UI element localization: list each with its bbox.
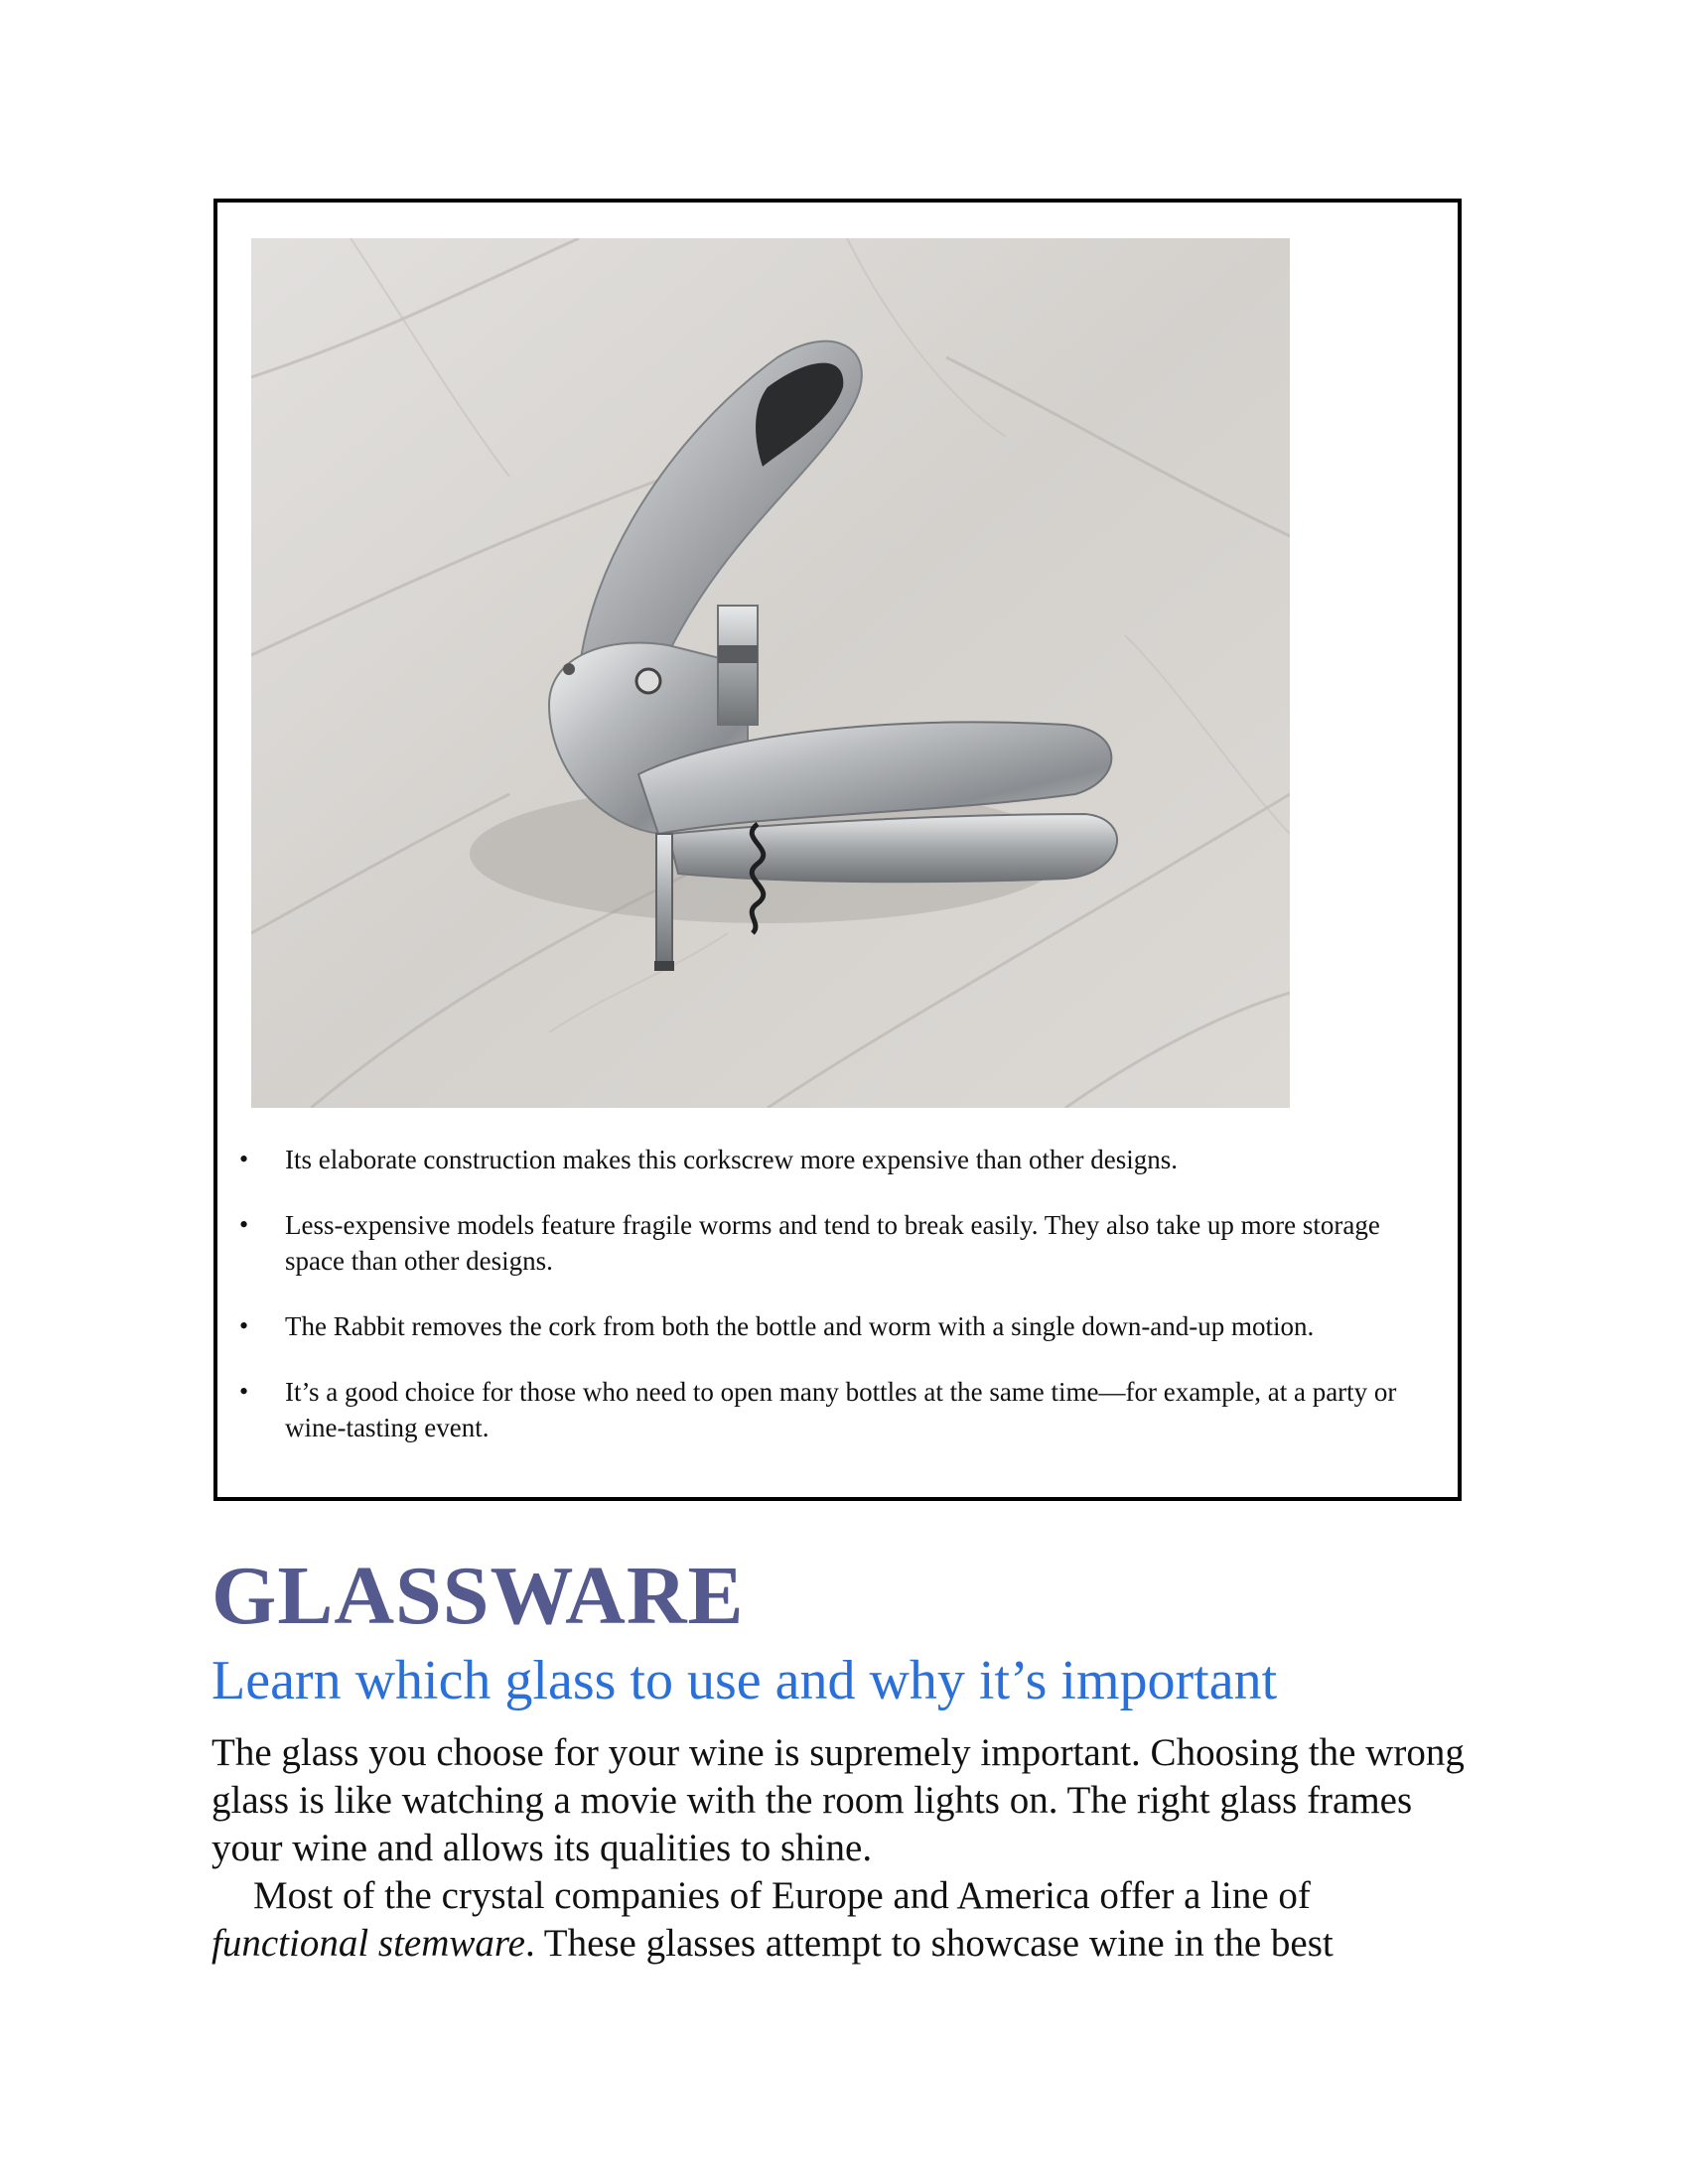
list-item [235, 1142, 1427, 1177]
list-item [235, 1207, 1427, 1279]
bullet-text: The Rabbit removes the cork from both the bottle and worm with a single down-and-up motion. [285, 1311, 1315, 1341]
list-item [235, 1308, 1427, 1344]
bullet-text: Its elaborate construction makes this corkscrew more expensive than other designs. [285, 1145, 1178, 1174]
bullet-icon: • [239, 1377, 249, 1406]
paragraph-text: . These glasses attempt to showcase wine in the best [524, 1922, 1334, 1965]
section-subtitle: Learn which glass to use and why it’s important [211, 1650, 1278, 1711]
section-title: GLASSWARE [211, 1550, 745, 1642]
bullet-text: It’s a good choice for those who need to open many bottles at the same time—for example, at a party or wine-tasting event. [285, 1377, 1397, 1442]
sidebar-box [213, 199, 1462, 1501]
corkscrew-image [251, 238, 1290, 1108]
bullet-icon: • [239, 1311, 249, 1340]
corkscrew-photo [251, 238, 1290, 1108]
paragraph-text: Most of the crystal companies of Europe and America offer a line of [253, 1874, 1311, 1917]
bullet-icon: • [239, 1210, 249, 1239]
emphasized-term: functional stemware [211, 1922, 525, 1965]
list-item [235, 1374, 1427, 1445]
bullet-icon: • [239, 1145, 249, 1173]
paragraph: The glass you choose for your wine is supremely important. Choosing the wrong glass is like watching a movie with the room lights on. The right glass frames your wine and allows its qualities to shine. [211, 1731, 1465, 1869]
feature-bullet-list [235, 1142, 1427, 1475]
bullet-text: Less-expensive models feature fragile worms and tend to break easily. They also take up more storage space than other designs. [285, 1210, 1380, 1276]
body-text [211, 1729, 1473, 1968]
paragraph [211, 1872, 1473, 1968]
